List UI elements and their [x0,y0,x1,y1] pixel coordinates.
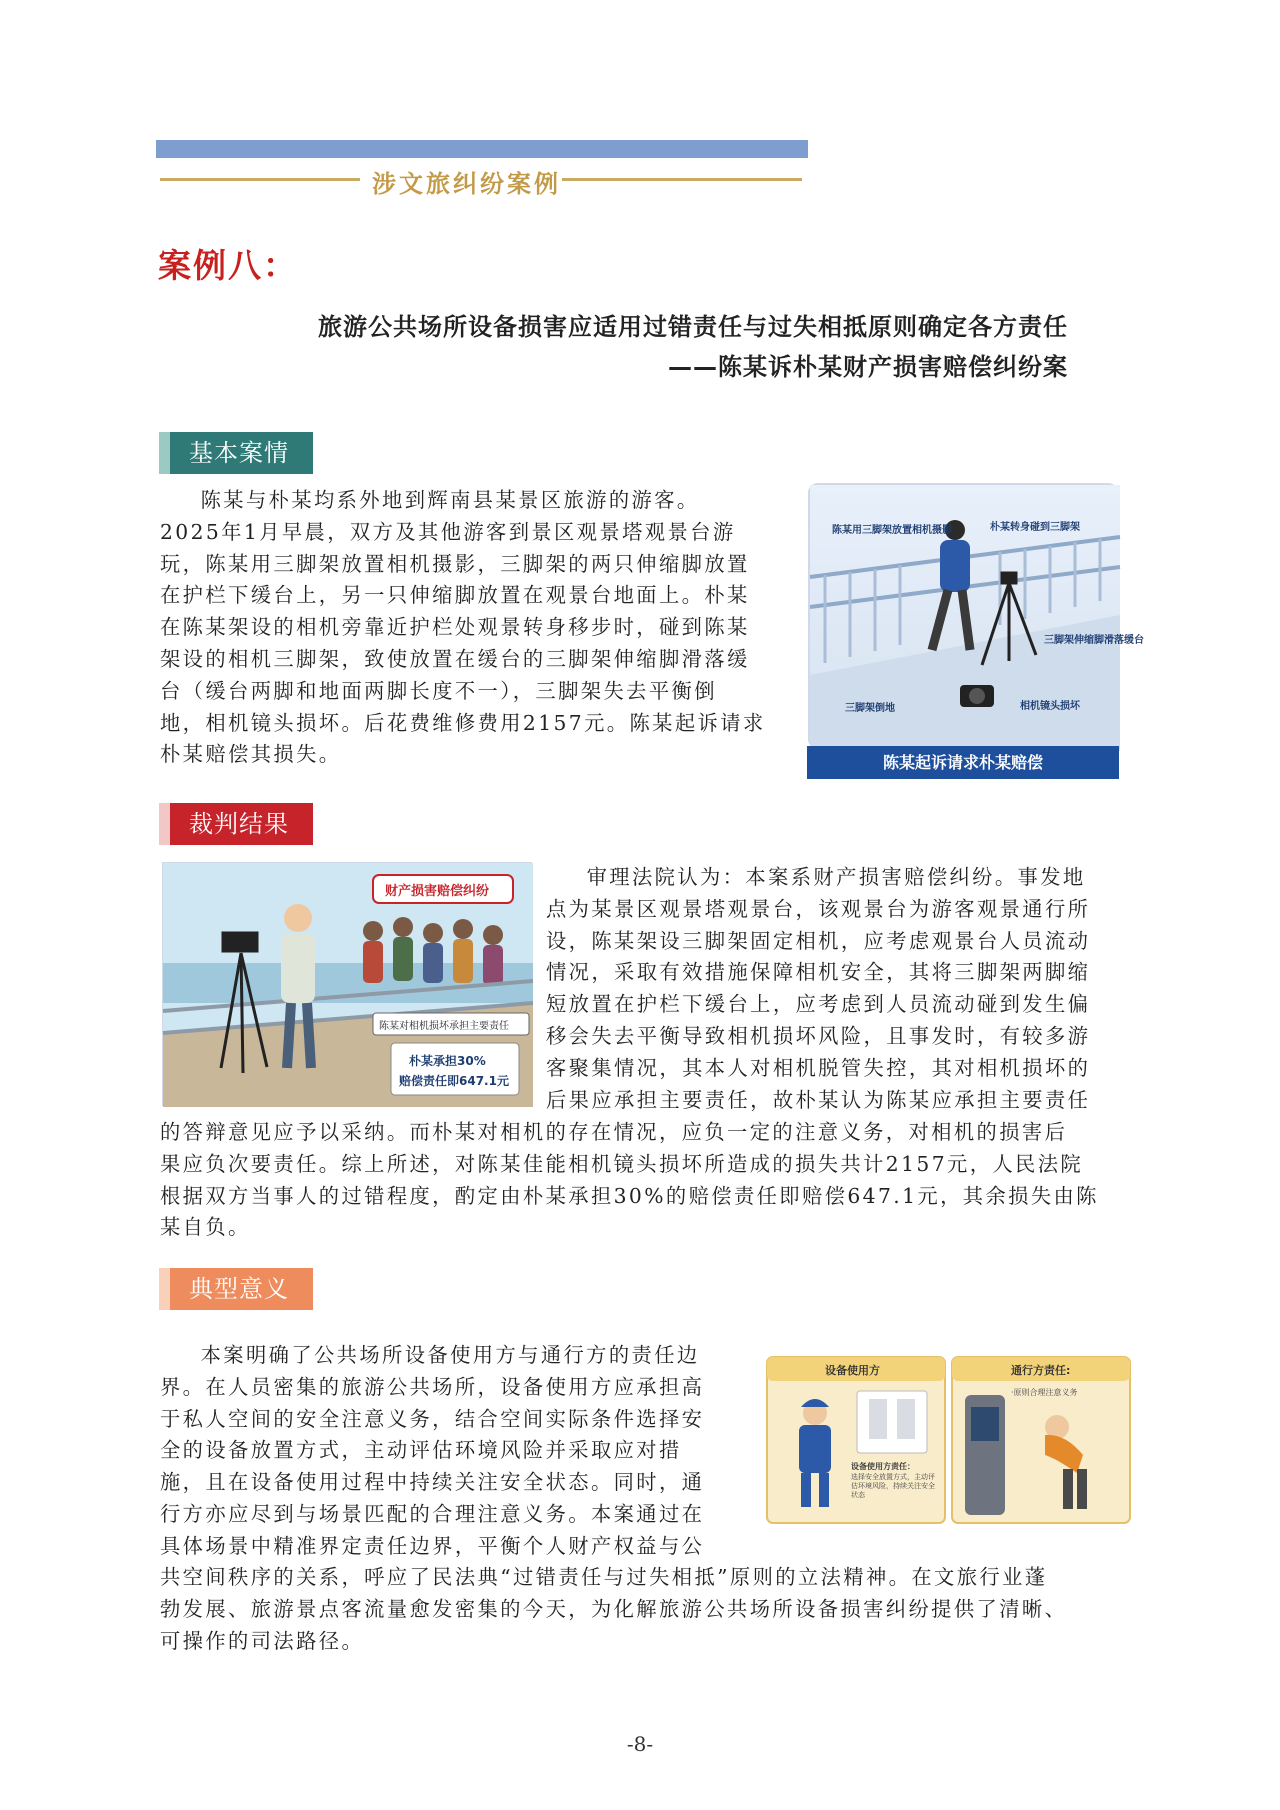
judgment-line: 短放置在护栏下缓台上，应考虑到人员流动碰到发生偏 [546,992,1091,1017]
judgment-fig-box-line1: 朴某承担30% [409,1054,486,1068]
significance-line: 全的设备放置方式，主动评估环境风险并采取应对措 [160,1438,682,1463]
facts-line: 在护栏下缓台上，另一只伸缩脚放置在观景台地面上。朴某 [160,583,750,608]
facts-fig-label-c: 三脚架伸缩脚滑落缓台 [1044,635,1144,646]
facts-fig-label-a: 陈某用三脚架放置相机摄影 [832,525,952,536]
facts-line: 在陈某架设的相机旁靠近护栏处观景转身移步时，碰到陈某 [160,615,750,640]
significance-line: 可操作的司法路径。 [160,1628,365,1653]
judgment-line: 根据双方当事人的过错程度，酌定由朴某承担30%的赔偿责任即赔偿647.1元，其余损失由陈 [160,1183,1099,1208]
facts-line: 2025年1月早晨，双方及其他游客到景区观景塔观景台游 [160,519,736,544]
judgment-fig-note: 陈某对相机损坏承担主要责任 [379,1021,509,1032]
significance-line: 于私人空间的安全注意义务，结合空间实际条件选择安 [160,1406,705,1431]
significance-illustration [765,1355,1132,1526]
judgment-line: 审理法院认为：本案系财产损害赔偿纠纷。事发地 [586,865,1086,889]
judgment-full-paragraph [160,1117,1124,1244]
significance-line: 行方亦应尽到与场景匹配的合理注意义务。本案通过在 [160,1501,705,1526]
judgment-illustration-svg [163,863,533,1107]
camera-icon [960,685,994,707]
significance-fig-right-title: 通行方责任: [1011,1364,1071,1377]
judgment-line: 的答辩意见应予以采纳。而朴某对相机的存在情况，应负一定的注意义务，对相机的损害后 [160,1120,1068,1144]
significance-line: 具体场景中精准界定责任边界，平衡个人财产权益与公 [160,1533,705,1558]
judgment-line: 移会失去平衡导致相机损坏风险，且事发时，有较多游 [546,1023,1091,1048]
significance-full-paragraph [160,1562,1124,1657]
facts-figure-caption: 陈某起诉请求朴某赔偿 [807,746,1119,779]
header-rule-left [160,178,360,181]
judgment-illustration [162,862,532,1106]
significance-line: 施，且在设备使用过程中持续关注安全状态。同时，通 [160,1470,705,1495]
kiosk-icon [965,1395,1005,1515]
judgment-line: 某自负。 [160,1215,251,1240]
significance-line: 共空间秩序的关系，呼应了民法典“过错责任与过失相抵”原则的立法精神。在文旅行业蓬 [160,1565,1048,1589]
section-heading-facts: 基本案情 [159,432,313,474]
judgment-line: 点为某景区观景塔观景台，该观景台为游客观景通行所 [546,896,1091,921]
case-title: 旅游公共场所设备损害应适用过错责任与过失相抵原则确定各方责任 [318,313,1068,341]
significance-line: 本案明确了公共场所设备使用方与通行方的责任边 [200,1343,700,1367]
page-number: -8- [626,1732,654,1756]
judgment-line: 设，陈某架设三脚架固定相机，应考虑观景台人员流动 [546,928,1091,953]
facts-line: 台（缓台两脚和地面两脚长度不一），三脚架失去平衡倒 [160,678,717,703]
judgment-line: 客聚集情况，其本人对相机脱管失控，其对相机损坏的 [546,1055,1091,1080]
significance-fig-left-title: 设备使用方 [825,1364,880,1377]
judgment-line: 果应负次要责任。综上所述，对陈某佳能相机镜头损坏所造成的损失共计2157元，人民法院 [160,1151,1084,1176]
significance-line: 界。在人员密集的旅游公共场所，设备使用方应承担高 [160,1374,705,1399]
judgment-side-paragraph [546,862,1124,1116]
facts-fig-label-b: 朴某转身碰到三脚架 [990,522,1080,533]
header-rule-right [562,178,802,181]
section-heading-significance: 典型意义 [159,1268,313,1310]
case-subtitle: ——陈某诉朴某财产损害赔偿纠纷案 [668,353,1068,381]
significance-fig-left-note-body: 选择安全放置方式，主动评估环境风险，持续关注安全状态 [851,1473,935,1499]
judgment-fig-box-line2: 赔偿责任即647.1元 [399,1074,509,1088]
facts-line: 陈某与朴某均系外地到辉南县某景区旅游的游客。 [200,488,700,512]
significance-fig-left-note-title: 设备使用方责任： [851,1462,915,1471]
facts-line: 朴某赔偿其损失。 [160,742,342,767]
judgment-fig-bubble: 财产损害赔偿纠纷 [385,884,490,899]
judgment-line: 后果应承担主要责任，故朴某认为陈某应承担主要责任 [546,1087,1091,1112]
facts-line: 玩，陈某用三脚架放置相机摄影，三脚架的两只伸缩脚放置 [160,551,750,576]
judgment-line: 情况，采取有效措施保障相机安全，其将三脚架两脚缩 [546,960,1091,985]
header-color-bar [156,140,808,158]
header-band-text: 涉文旅纠纷案例 [372,169,561,198]
significance-illustration-svg [765,1355,1132,1526]
significance-line: 勃发展、旅游景点客流量愈发密集的今天，为化解旅游公共场所设备损害纠纷提供了清晰、 [160,1596,1068,1621]
facts-paragraph [160,485,788,771]
section-heading-judgment: 裁判结果 [159,803,313,845]
header-band [160,166,802,198]
significance-fig-right-note: ·原则合理注意义务 [1011,1388,1078,1397]
facts-line: 架设的相机三脚架，致使放置在缓台的三脚架伸缩脚滑落缓 [160,646,750,671]
case-number: 案例八： [158,246,298,285]
facts-fig-label-d: 三脚架倒地 [845,703,895,714]
facts-fig-label-e: 相机镜头损坏 [1020,701,1080,712]
facts-line: 地，相机镜头损坏。后花费维修费用2157元。陈某起诉请求 [160,710,766,735]
significance-side-paragraph [160,1340,752,1563]
facts-illustration-svg [810,485,1144,751]
facts-illustration [808,483,1144,749]
